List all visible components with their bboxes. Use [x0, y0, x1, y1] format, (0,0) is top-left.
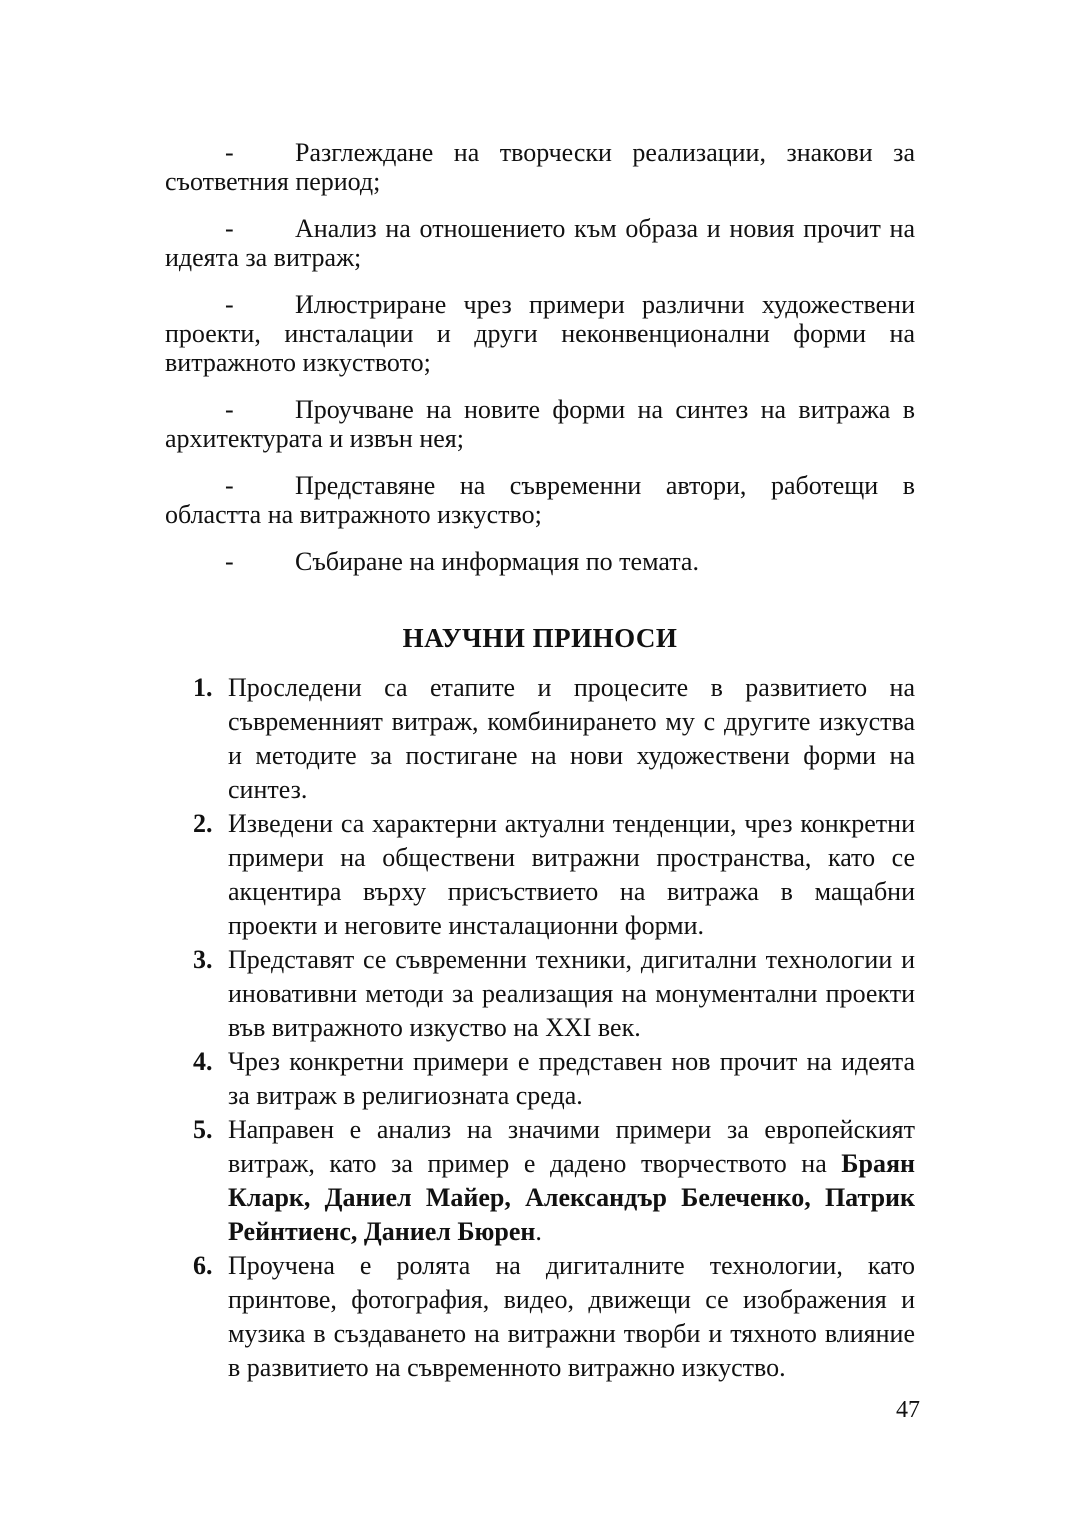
bullet-text: Събиране на информация по темата.: [295, 547, 699, 576]
contribution-item: [165, 1113, 915, 1249]
contribution-number: 6.: [193, 1251, 213, 1280]
contribution-number: 3.: [193, 945, 213, 974]
contribution-item: [165, 1045, 915, 1113]
contribution-number: 2.: [193, 809, 213, 838]
contributions-list: [165, 671, 915, 1385]
contribution-number: 5.: [193, 1115, 213, 1144]
section-heading: НАУЧНИ ПРИНОСИ: [402, 623, 678, 653]
bullet-dash: -: [225, 395, 234, 424]
bullet-text: Проучване на новите форми на синтез на витража в архитектурата и извън нея;: [165, 395, 915, 453]
contribution-text: Направен е анализ на значими примери за европейският витраж, като за пример е дадено творчеството на: [228, 1115, 915, 1178]
contribution-item: [165, 807, 915, 943]
contribution-text: Изведени са характерни актуални тенденции, чрез конкретни примери на обществени витражни пространства, като се акцентира върху присъствието на витража в мащабни проекти и неговите инсталационни форми.: [228, 809, 915, 940]
contribution-item: [165, 671, 915, 807]
bullet-item: [165, 395, 915, 453]
bullet-text: Илюстриране чрез примери различни художествени проекти, инсталации и други неконвенционални форми на витражното изкуството;: [165, 290, 915, 377]
contribution-text: Представят се съвременни техники, дигитални технологии и иновативни методи за реализащия на монументални проекти във витражното изкуство на XXI век.: [228, 945, 915, 1042]
contribution-text: Чрез конкретни примери е представен нов прочит на идеята за витраж в религиозната среда.: [228, 1047, 915, 1110]
bullet-list: [165, 138, 915, 576]
contribution-text: .: [535, 1217, 542, 1246]
bullet-dash: -: [225, 547, 234, 576]
bullet-item: [165, 547, 915, 576]
contribution-item: [165, 1249, 915, 1385]
bullet-text: Анализ на отношението към образа и новия прочит на идеята за витраж;: [165, 214, 915, 272]
bullet-dash: -: [225, 214, 234, 243]
bullet-text: Представяне на съвременни автори, работещи в областта на витражното изкуство;: [165, 471, 915, 529]
bullet-item: [165, 290, 915, 377]
bullet-dash: -: [225, 471, 234, 500]
contribution-number: 1.: [193, 673, 213, 702]
contribution-text-bold: Браян Кларк, Даниел Майер, Александър Белеченко, Патрик Рейнтиенс, Даниел Бюрен: [228, 1149, 915, 1246]
bullet-item: [165, 214, 915, 272]
bullet-item: [165, 138, 915, 196]
contribution-text: Проучена е ролята на дигиталните технологии, като принтове, фотография, видео, движещи се изображения и музика в създаването на витражни творби и тяхното влияние в развитието на съвременното витражно изкуство.: [228, 1251, 915, 1382]
contribution-text: Проследени са етапите и процесите в развитието на съвременният витраж, комбинирането му с другите изкуства и методите за постигане на нови художествени форми на синтез.: [228, 673, 915, 804]
contribution-item: [165, 943, 915, 1045]
contribution-number: 4.: [193, 1047, 213, 1076]
bullet-dash: -: [225, 138, 234, 167]
bullet-dash: -: [225, 290, 234, 319]
bullet-text: Разглеждане на творчески реализации, знакови за съответния период;: [165, 138, 915, 196]
page-number: 47: [896, 1397, 920, 1423]
bullet-item: [165, 471, 915, 529]
